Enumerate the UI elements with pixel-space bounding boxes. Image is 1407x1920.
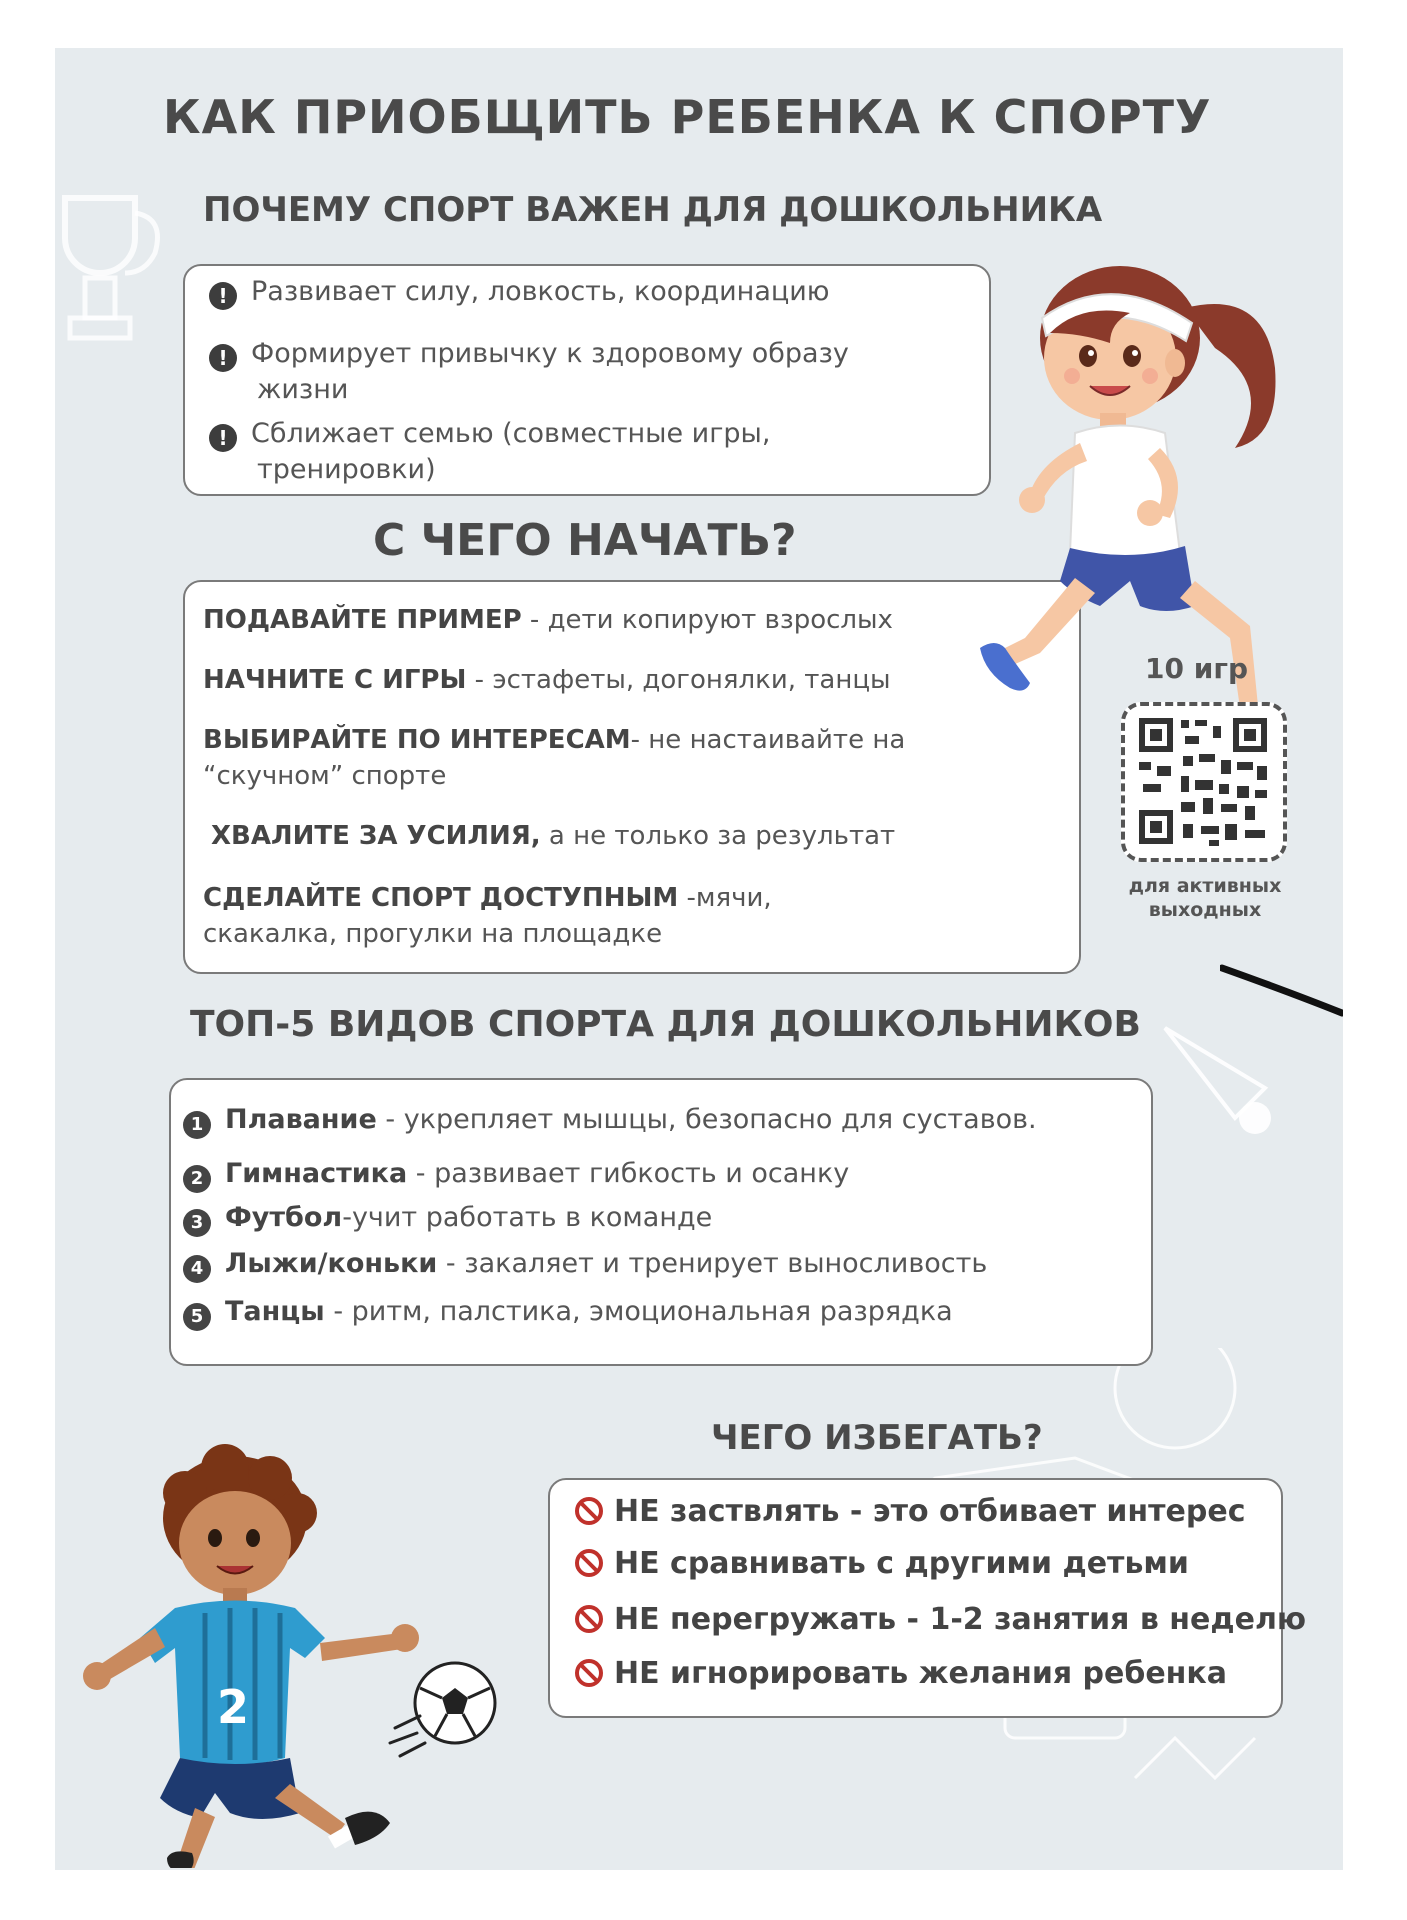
top5-item: 1 Плавание - укрепляет мышцы, безопасно для суставов. — [183, 1102, 1037, 1139]
start-item: ХВАЛИТЕ ЗА УСИЛИЯ, а не только за результат — [211, 821, 896, 851]
qr-code-icon — [1125, 706, 1283, 858]
start-item: СДЕЛАЙТЕ СПОРТ ДОСТУПНЫМ -мячи, скакалка, прогулки на площадке — [203, 883, 772, 949]
prohibited-icon — [574, 1496, 604, 1526]
prohibited-icon — [574, 1604, 604, 1634]
avoid-heading: ЧЕГО ИЗБЕГАТЬ? — [711, 1418, 1043, 1458]
exclamation-icon: ! — [209, 344, 237, 372]
page-title: КАК ПРИОБЩИТЬ РЕБЕНКА К СПОРТУ — [163, 90, 1212, 144]
poster — [55, 48, 1343, 1870]
why-item: ! Сближает семью (совместные игры, тренировки) — [209, 416, 770, 488]
prohibited-icon — [574, 1658, 604, 1688]
exclamation-icon: ! — [209, 282, 237, 310]
top5-item: 2 Гимнастика - развивает гибкость и осанку — [183, 1156, 849, 1193]
jersey-number: 2 — [217, 1680, 250, 1734]
start-box — [183, 580, 1081, 974]
exclamation-icon: ! — [209, 424, 237, 452]
qr-caption: для активных выходных — [1128, 875, 1282, 921]
top5-item: 3 Футбол-учит работать в команде — [183, 1200, 712, 1237]
top5-item: 4 Лыжи/коньки - закаляет и тренирует выносливость — [183, 1246, 987, 1283]
why-box — [183, 264, 991, 496]
avoid-item: НЕ игнорировать желания ребенка — [574, 1656, 1227, 1691]
why-heading: ПОЧЕМУ СПОРТ ВАЖЕН ДЛЯ ДОШКОЛЬНИКА — [203, 190, 1103, 230]
start-item: НАЧНИТЕ С ИГРЫ - эстафеты, догонялки, танцы — [203, 665, 891, 695]
start-item: ВЫБИРАЙТЕ ПО ИНТЕРЕСАМ- не настаивайте на “скучном” спорте — [203, 725, 906, 791]
why-item: ! Формирует привычку к здоровому образу жизни — [209, 336, 849, 408]
avoid-item: НЕ перегружать - 1-2 занятия в неделю — [574, 1602, 1306, 1637]
top5-item: 5 Танцы - ритм, палстика, эмоциональная разрядка — [183, 1294, 953, 1331]
soccer-boy-illustration — [75, 1438, 575, 1868]
qr-frame — [1121, 702, 1287, 862]
top5-heading: ТОП-5 ВИДОВ СПОРТА ДЛЯ ДОШКОЛЬНИКОВ — [190, 1004, 1141, 1045]
start-item: ПОДАВАЙТЕ ПРИМЕР - дети копируют взрослых — [203, 605, 893, 635]
start-heading: С ЧЕГО НАЧАТЬ? — [373, 515, 797, 566]
avoid-box — [548, 1478, 1307, 1718]
curve-decoration — [1220, 948, 1343, 1068]
top5-box — [169, 1078, 1153, 1366]
avoid-item: НЕ сравнивать с другими детьми — [574, 1546, 1189, 1581]
avoid-item: НЕ заствлять - это отбивает интерес — [574, 1494, 1246, 1529]
qr-top-label: 10 игр — [1145, 652, 1249, 685]
running-girl-illustration — [980, 248, 1340, 718]
prohibited-icon — [574, 1548, 604, 1578]
why-item: ! Развивает силу, ловкость, координацию — [209, 274, 830, 310]
trophy-decoration-icon — [55, 178, 165, 398]
